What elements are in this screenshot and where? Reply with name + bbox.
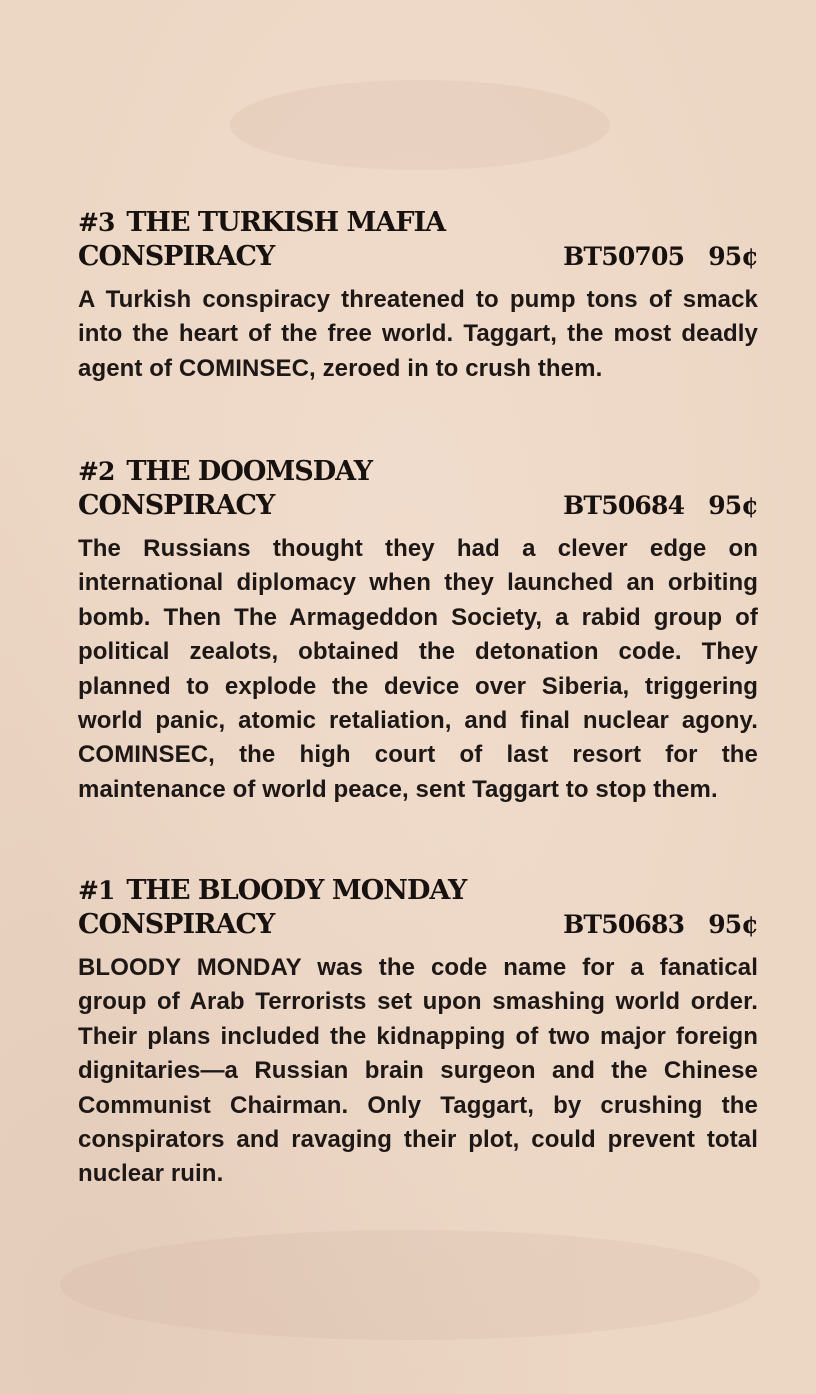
book-price: 95¢	[708, 910, 758, 939]
entry-title-line-1	[78, 874, 758, 908]
book-price: 95¢	[708, 491, 758, 520]
book-entry	[78, 455, 758, 807]
entry-title-line-1	[78, 455, 758, 489]
entry-title: THE DOOMSDAY	[126, 456, 373, 487]
entry-number: #3	[78, 208, 115, 237]
entry-number: #2	[78, 457, 115, 486]
entry-title-continued: CONSPIRACY	[78, 241, 275, 272]
code-price	[563, 908, 758, 942]
paper-stain	[60, 1230, 760, 1340]
book-price: 95¢	[708, 242, 758, 271]
entry-title-line-1	[78, 206, 758, 240]
book-code: BT50705	[563, 242, 685, 271]
entry-number: #1	[78, 876, 115, 905]
entry-description: The Russians thought they had a clever edge on international diplomacy when they launched an orbiting bomb. Then The Armageddon Society, a rabid group of political zealots, obtained the detonation code. They planned to explode the device over Siberia, triggering world panic, atomic retaliation, and final nuclear agony. COMINSEC, the high court of last resort for the maintenance of world peace, sent Taggart to stop them.	[78, 535, 758, 803]
entry-title-continued: CONSPIRACY	[78, 909, 275, 940]
entry-title: THE BLOODY MONDAY	[126, 875, 467, 906]
entry-description: BLOODY MONDAY was the code name for a fanatical group of Arab Terrorists set upon smashing world order. Their plans included the kidnapping of two major foreign dignitaries—a Russian brain surgeon and the Chinese Communist Chairman. Only Taggart, by crushing the conspirators and ravaging their plot, could prevent total nuclear ruin.	[78, 954, 758, 1188]
entry-title-continued: CONSPIRACY	[78, 490, 275, 521]
entry-description: A Turkish conspiracy threatened to pump tons of smack into the heart of the free world. Taggart, the most deadly agent of COMINSEC, zeroed in to crush them.	[78, 286, 758, 382]
book-code: BT50683	[563, 910, 685, 939]
paper-stain	[230, 80, 610, 170]
entry-title-line-2	[78, 240, 758, 274]
entry-title-line-2	[78, 908, 758, 942]
book-code: BT50684	[563, 491, 685, 520]
code-price	[563, 489, 758, 523]
book-entry	[78, 874, 758, 1192]
book-entry	[78, 206, 758, 386]
entry-title-line-2	[78, 489, 758, 523]
entry-title: THE TURKISH MAFIA	[126, 207, 446, 238]
code-price	[563, 240, 758, 274]
